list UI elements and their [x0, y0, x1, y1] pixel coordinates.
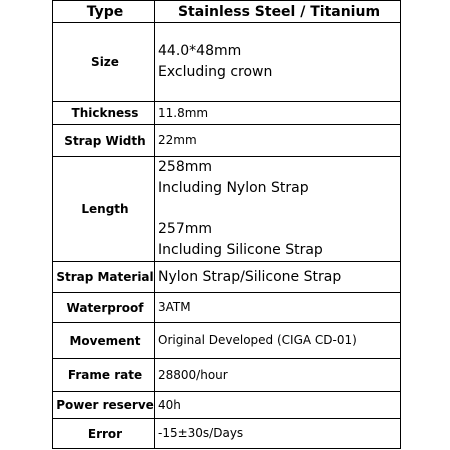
- length-nylon-note: Including Nylon Strap: [158, 180, 309, 196]
- length-value: [155, 157, 401, 262]
- row-movement: [53, 323, 401, 359]
- row-thickness: [53, 102, 401, 125]
- frame-rate-label: Frame rate: [53, 359, 155, 392]
- header-type: Type: [53, 1, 155, 23]
- strap-width-label: Strap Width: [53, 125, 155, 157]
- row-frame-rate: [53, 359, 401, 392]
- size-value: [155, 23, 401, 102]
- thickness-value: 11.8mm: [155, 102, 401, 125]
- row-strap-width: [53, 125, 401, 157]
- row-power-reserve: [53, 392, 401, 419]
- length-silicone-note: Including Silicone Strap: [158, 242, 323, 258]
- length-label: Length: [53, 157, 155, 262]
- error-label: Error: [53, 419, 155, 449]
- row-length: [53, 157, 401, 262]
- thickness-label: Thickness: [53, 102, 155, 125]
- waterproof-label: Waterproof: [53, 293, 155, 323]
- row-error: [53, 419, 401, 449]
- length-silicone-value: 257mm: [158, 221, 212, 237]
- power-reserve-value: 40h: [155, 392, 401, 419]
- row-size: [53, 23, 401, 102]
- size-dimensions: 44.0*48mm: [158, 43, 242, 59]
- size-note: Excluding crown: [158, 64, 273, 80]
- strap-width-value: 22mm: [155, 125, 401, 157]
- strap-material-label: Strap Material: [53, 262, 155, 293]
- waterproof-value: 3ATM: [155, 293, 401, 323]
- spec-table: [52, 0, 401, 449]
- row-waterproof: [53, 293, 401, 323]
- length-nylon-value: 258mm: [158, 159, 212, 175]
- error-value: -15±30s/Days: [155, 419, 401, 449]
- row-strap-material: [53, 262, 401, 293]
- strap-material-value: Nylon Strap/Silicone Strap: [155, 262, 401, 293]
- movement-label: Movement: [53, 323, 155, 359]
- size-label: Size: [53, 23, 155, 102]
- header-material: Stainless Steel / Titanium: [155, 1, 401, 23]
- movement-value: Original Developed (CIGA CD-01): [155, 323, 401, 359]
- frame-rate-value: 28800/hour: [155, 359, 401, 392]
- power-reserve-label: Power reserve: [53, 392, 155, 419]
- header-row: [53, 1, 401, 23]
